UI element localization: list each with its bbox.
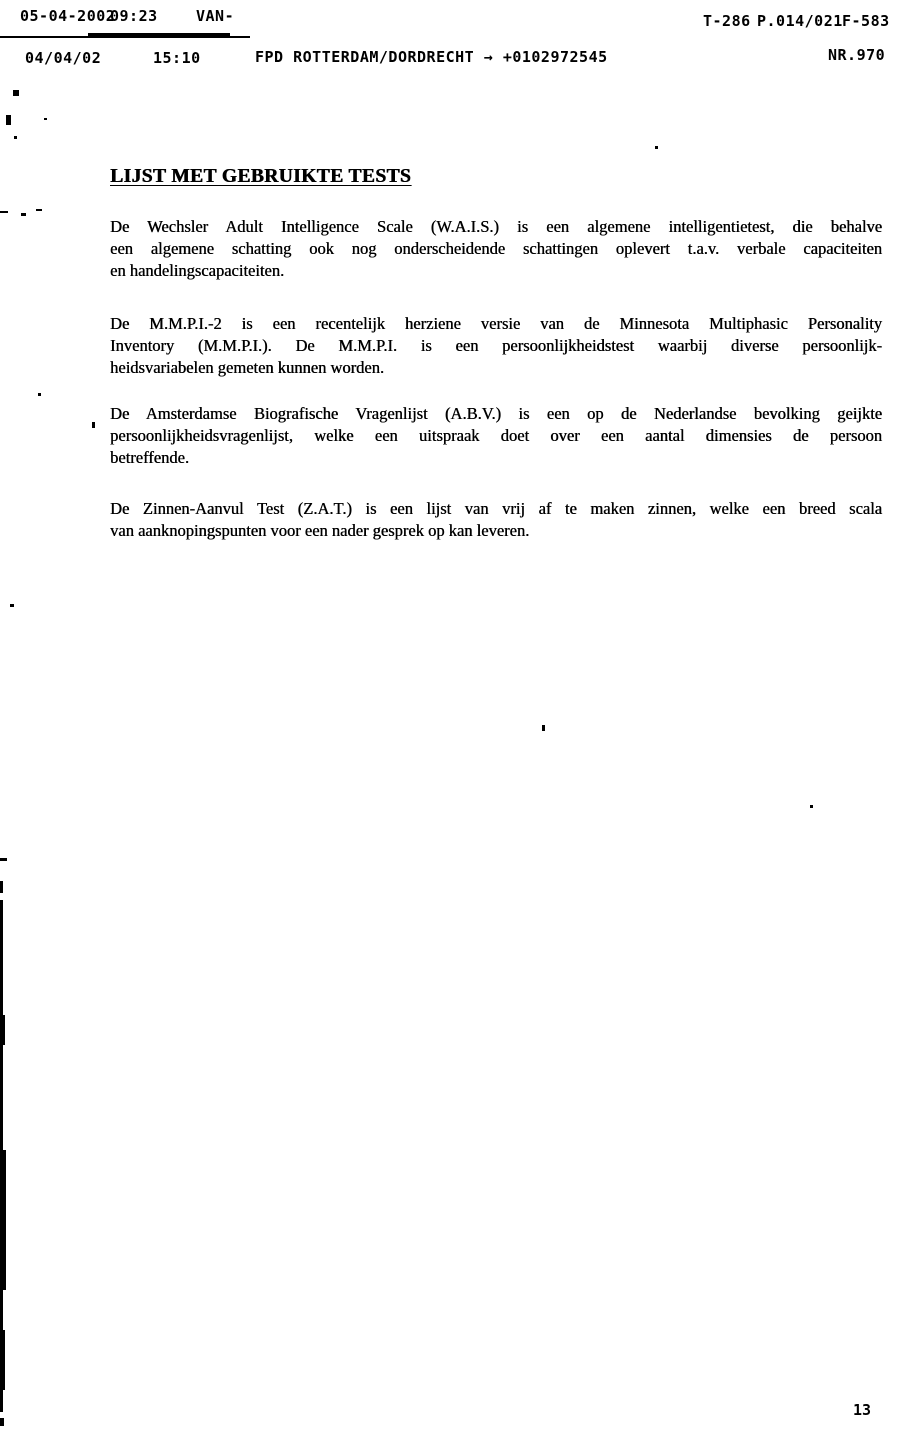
paragraph-line: en handelingscapaciteiten.: [110, 260, 285, 280]
fax-header-page-code: P.014/021: [757, 12, 843, 30]
scan-artifact: [13, 90, 19, 96]
scan-artifact: [0, 1015, 5, 1045]
fax-header-date-2: 04/04/02: [25, 49, 102, 67]
paragraph-line: heidsvariabelen gemeten kunnen worden.: [110, 357, 384, 377]
paragraph-line: van aanknopingspunten voor een nader gesprek op kan leveren.: [110, 520, 530, 540]
scan-artifact: [655, 146, 658, 149]
scan-artifact: [0, 881, 3, 893]
paragraph-line: De Amsterdamse Biografische Vragenlijst (A.B.V.) is een op de Nederlandse bevolking geijkte: [110, 404, 882, 423]
paragraph-line: De M.M.P.I.-2 is een recentelijk herziene versie van de Minnesota Multiphasic Personality: [110, 314, 882, 333]
fax-header-date-1: 05-04-2002: [20, 7, 116, 25]
scan-artifact: [21, 213, 26, 216]
scan-artifact: [36, 209, 42, 211]
scan-artifact: [542, 725, 545, 731]
fax-header-time-1: 09:23: [110, 7, 158, 25]
header-rule-thick-segment: [88, 33, 230, 37]
fax-header-f-code: F-583: [842, 12, 890, 30]
paragraph-mmpi: [110, 313, 882, 378]
sender-name: FPD ROTTERDAM/DORDRECHT: [255, 48, 475, 66]
fax-number: +0102972545: [502, 48, 608, 66]
scan-artifact: [810, 805, 813, 808]
scan-artifact: [0, 858, 7, 861]
fax-header-sender: [255, 48, 608, 66]
scan-artifact: [0, 211, 8, 213]
scan-artifact: [92, 422, 95, 428]
scan-artifact: [44, 118, 47, 120]
fax-header-time-2: 15:10: [153, 49, 201, 67]
page-number: 13: [853, 1401, 872, 1419]
scan-artifact: [6, 115, 11, 125]
scan-artifact: [38, 393, 41, 396]
scan-artifact: [0, 1150, 6, 1290]
fax-header-nr: NR.970: [828, 46, 886, 64]
paragraph-line: een algemene schatting ook nog onderscheidende schattingen oplevert t.a.v. verbale capaciteiten: [110, 238, 882, 258]
paragraph-line: persoonlijkheidsvragenlijst, welke een uitspraak doet over een aantal dimensies de persoon: [110, 425, 882, 445]
scan-artifact: [14, 136, 17, 139]
paragraph-line: De Zinnen-Aanvul Test (Z.A.T.) is een lijst van vrij af te maken zinnen, welke een breed scala: [110, 499, 882, 518]
paragraph-line: Inventory (M.M.P.I.). De M.M.P.I. is een persoonlijkheidstest waarbij diverse persoonlijk-: [110, 335, 882, 355]
fax-header-from-label: VAN-: [196, 7, 235, 25]
paragraph-zat: [110, 498, 882, 542]
paragraph-wais: [110, 216, 882, 281]
paragraph-line: betreffende.: [110, 447, 189, 467]
scan-artifact: [0, 1330, 5, 1390]
arrow-icon: →: [483, 48, 494, 66]
paragraph-line: De Wechsler Adult Intelligence Scale (W.A.I.S.) is een algemene intelligentietest, die behalve: [110, 217, 882, 236]
scan-artifact: [10, 604, 14, 607]
page-title: LIJST MET GEBRUIKTE TESTS: [110, 166, 412, 187]
paragraph-abv: [110, 403, 882, 468]
fax-header-t-code: T-286: [703, 12, 751, 30]
scan-artifact: [0, 1418, 4, 1426]
